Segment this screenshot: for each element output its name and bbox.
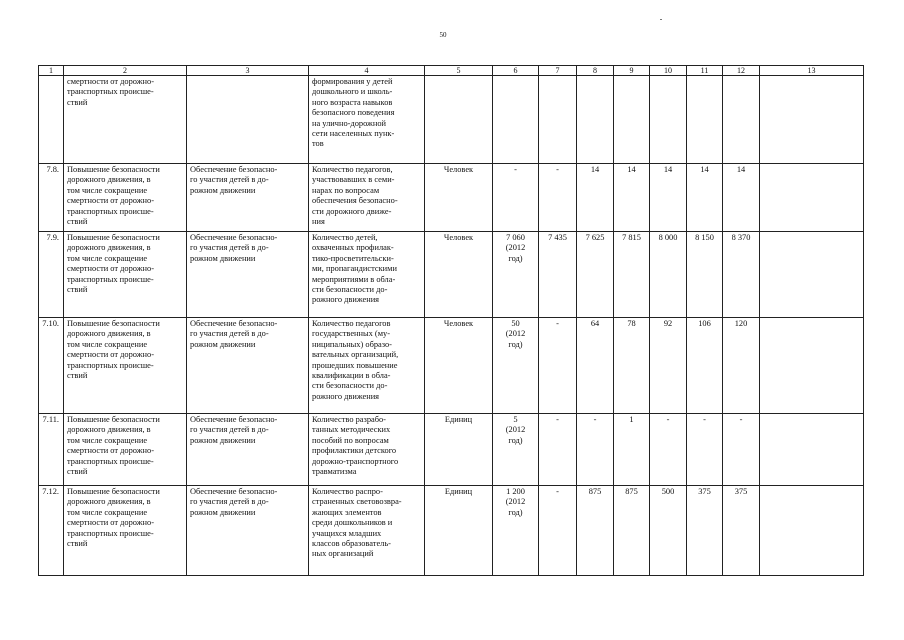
column-number: 4 [309, 66, 425, 76]
value-cell-col8: 64 [577, 318, 614, 414]
unit-cell: Человек [425, 232, 493, 318]
column-number: 10 [650, 66, 687, 76]
unit-cell: Единиц [425, 486, 493, 576]
value-cell-col7: - [539, 318, 577, 414]
value-cell-col11 [687, 76, 723, 164]
value-cell-col8: 7 625 [577, 232, 614, 318]
column-number: 5 [425, 66, 493, 76]
goal-cell: смертности от дорожно- транспортных происше- ствий [64, 76, 187, 164]
value-cell-col12: 8 370 [723, 232, 760, 318]
goal-cell: Повышение безопасности дорожного движения, в том числе сокращение смертности от дорожно- транспортных происше- ствий [64, 318, 187, 414]
column-number: 7 [539, 66, 577, 76]
base-value-cell: 5 (2012 год) [493, 414, 539, 486]
table-row [39, 232, 864, 318]
task-cell: Обеспечение безопасно- го участия детей в до- рожном движении [187, 318, 309, 414]
notes-cell-col13 [760, 414, 864, 486]
task-cell: Обеспечение безопасно- го участия детей в до- рожном движении [187, 232, 309, 318]
row-number [39, 76, 64, 164]
notes-cell-col13 [760, 76, 864, 164]
value-cell-col7: - [539, 414, 577, 486]
notes-cell-col13 [760, 232, 864, 318]
indicator-cell: Количество педагогов, участвовавших в семи- нарах по вопросам обеспечения безопасно- сти дорожного движе- ния [309, 164, 425, 232]
row-number: 7.9. [39, 232, 64, 318]
goal-cell: Повышение безопасности дорожного движения, в том числе сокращение смертности от дорожно- транспортных происше- ствий [64, 164, 187, 232]
column-number: 1 [39, 66, 64, 76]
value-cell-col9: 1 [614, 414, 650, 486]
value-cell-col12: - [723, 414, 760, 486]
value-cell-col8: 14 [577, 164, 614, 232]
value-cell-col9 [614, 76, 650, 164]
unit-cell: Единиц [425, 414, 493, 486]
value-cell-col9: 14 [614, 164, 650, 232]
value-cell-col12 [723, 76, 760, 164]
value-cell-col11: 106 [687, 318, 723, 414]
value-cell-col9: 78 [614, 318, 650, 414]
task-cell: Обеспечение безопасно- го участия детей в до- рожном движении [187, 164, 309, 232]
base-value-cell: 50 (2012 год) [493, 318, 539, 414]
goal-cell: Повышение безопасности дорожного движения, в том числе сокращение смертности от дорожно- транспортных происше- ствий [64, 414, 187, 486]
value-cell-col9: 7 815 [614, 232, 650, 318]
value-cell-col10 [650, 76, 687, 164]
value-cell-col7 [539, 76, 577, 164]
table-row [39, 164, 864, 232]
table-row [39, 486, 864, 576]
goal-cell: Повышение безопасности дорожного движения, в том числе сокращение смертности от дорожно- транспортных происше- ствий [64, 486, 187, 576]
column-number: 13 [760, 66, 864, 76]
base-value-cell: 1 200 (2012 год) [493, 486, 539, 576]
column-number: 6 [493, 66, 539, 76]
base-value-cell [493, 76, 539, 164]
column-number: 3 [187, 66, 309, 76]
goal-cell: Повышение безопасности дорожного движения, в том числе сокращение смертности от дорожно- транспортных происше- ствий [64, 232, 187, 318]
indicator-cell: Количество педагогов государственных (му- ниципальных) образо- вательных организаций, прошедших повышение квалификации в обла- сти безопасности до- рожного движения [309, 318, 425, 414]
value-cell-col11: 14 [687, 164, 723, 232]
value-cell-col11: 8 150 [687, 232, 723, 318]
value-cell-col7: - [539, 486, 577, 576]
indicator-cell: формирования у детей дошкольного и школь- ного возраста навыков безопасного поведения на улично-дорожной сети населенных пунк- тов [309, 76, 425, 164]
unit-cell [425, 76, 493, 164]
value-cell-col10: 92 [650, 318, 687, 414]
value-cell-col8 [577, 76, 614, 164]
column-number: 9 [614, 66, 650, 76]
row-number: 7.12. [39, 486, 64, 576]
column-number: 8 [577, 66, 614, 76]
task-cell: Обеспечение безопасно- го участия детей в до- рожном движении [187, 486, 309, 576]
task-cell: Обеспечение безопасно- го участия детей в до- рожном движении [187, 414, 309, 486]
value-cell-col10: 14 [650, 164, 687, 232]
table-row [39, 414, 864, 486]
column-number-row [39, 66, 864, 76]
unit-cell: Человек [425, 318, 493, 414]
column-number: 11 [687, 66, 723, 76]
value-cell-col7: - [539, 164, 577, 232]
notes-cell-col13 [760, 318, 864, 414]
column-number: 2 [64, 66, 187, 76]
indicator-cell: Количество распро- страненных световозвра- жающих элементов среди дошкольников и учащихся младших классов образователь- ных организаций [309, 486, 425, 576]
column-number: 12 [723, 66, 760, 76]
value-cell-col8: 875 [577, 486, 614, 576]
table-row [39, 318, 864, 414]
table-row [39, 76, 864, 164]
row-number: 7.8. [39, 164, 64, 232]
value-cell-col9: 875 [614, 486, 650, 576]
base-value-cell: 7 060 (2012 год) [493, 232, 539, 318]
indicators-table [38, 65, 864, 576]
notes-cell-col13 [760, 164, 864, 232]
value-cell-col12: 120 [723, 318, 760, 414]
value-cell-col7: 7 435 [539, 232, 577, 318]
value-cell-col10: 8 000 [650, 232, 687, 318]
value-cell-col11: 375 [687, 486, 723, 576]
value-cell-col10: - [650, 414, 687, 486]
value-cell-col10: 500 [650, 486, 687, 576]
notes-cell-col13 [760, 486, 864, 576]
scan-speck [660, 19, 662, 20]
value-cell-col8: - [577, 414, 614, 486]
indicator-cell: Количество детей, охваченных профилак- тико-просветительски- ми, пропагандистскими мероприятиями в обла- сти безопасности до- рожного движения [309, 232, 425, 318]
row-number: 7.11. [39, 414, 64, 486]
page-number: 50 [439, 31, 447, 39]
unit-cell: Человек [425, 164, 493, 232]
value-cell-col11: - [687, 414, 723, 486]
value-cell-col12: 14 [723, 164, 760, 232]
indicator-cell: Количество разрабо- танных методических пособий по вопросам профилактики детского дорожно-транспортного травматизма [309, 414, 425, 486]
task-cell [187, 76, 309, 164]
row-number: 7.10. [39, 318, 64, 414]
base-value-cell: - [493, 164, 539, 232]
value-cell-col12: 375 [723, 486, 760, 576]
